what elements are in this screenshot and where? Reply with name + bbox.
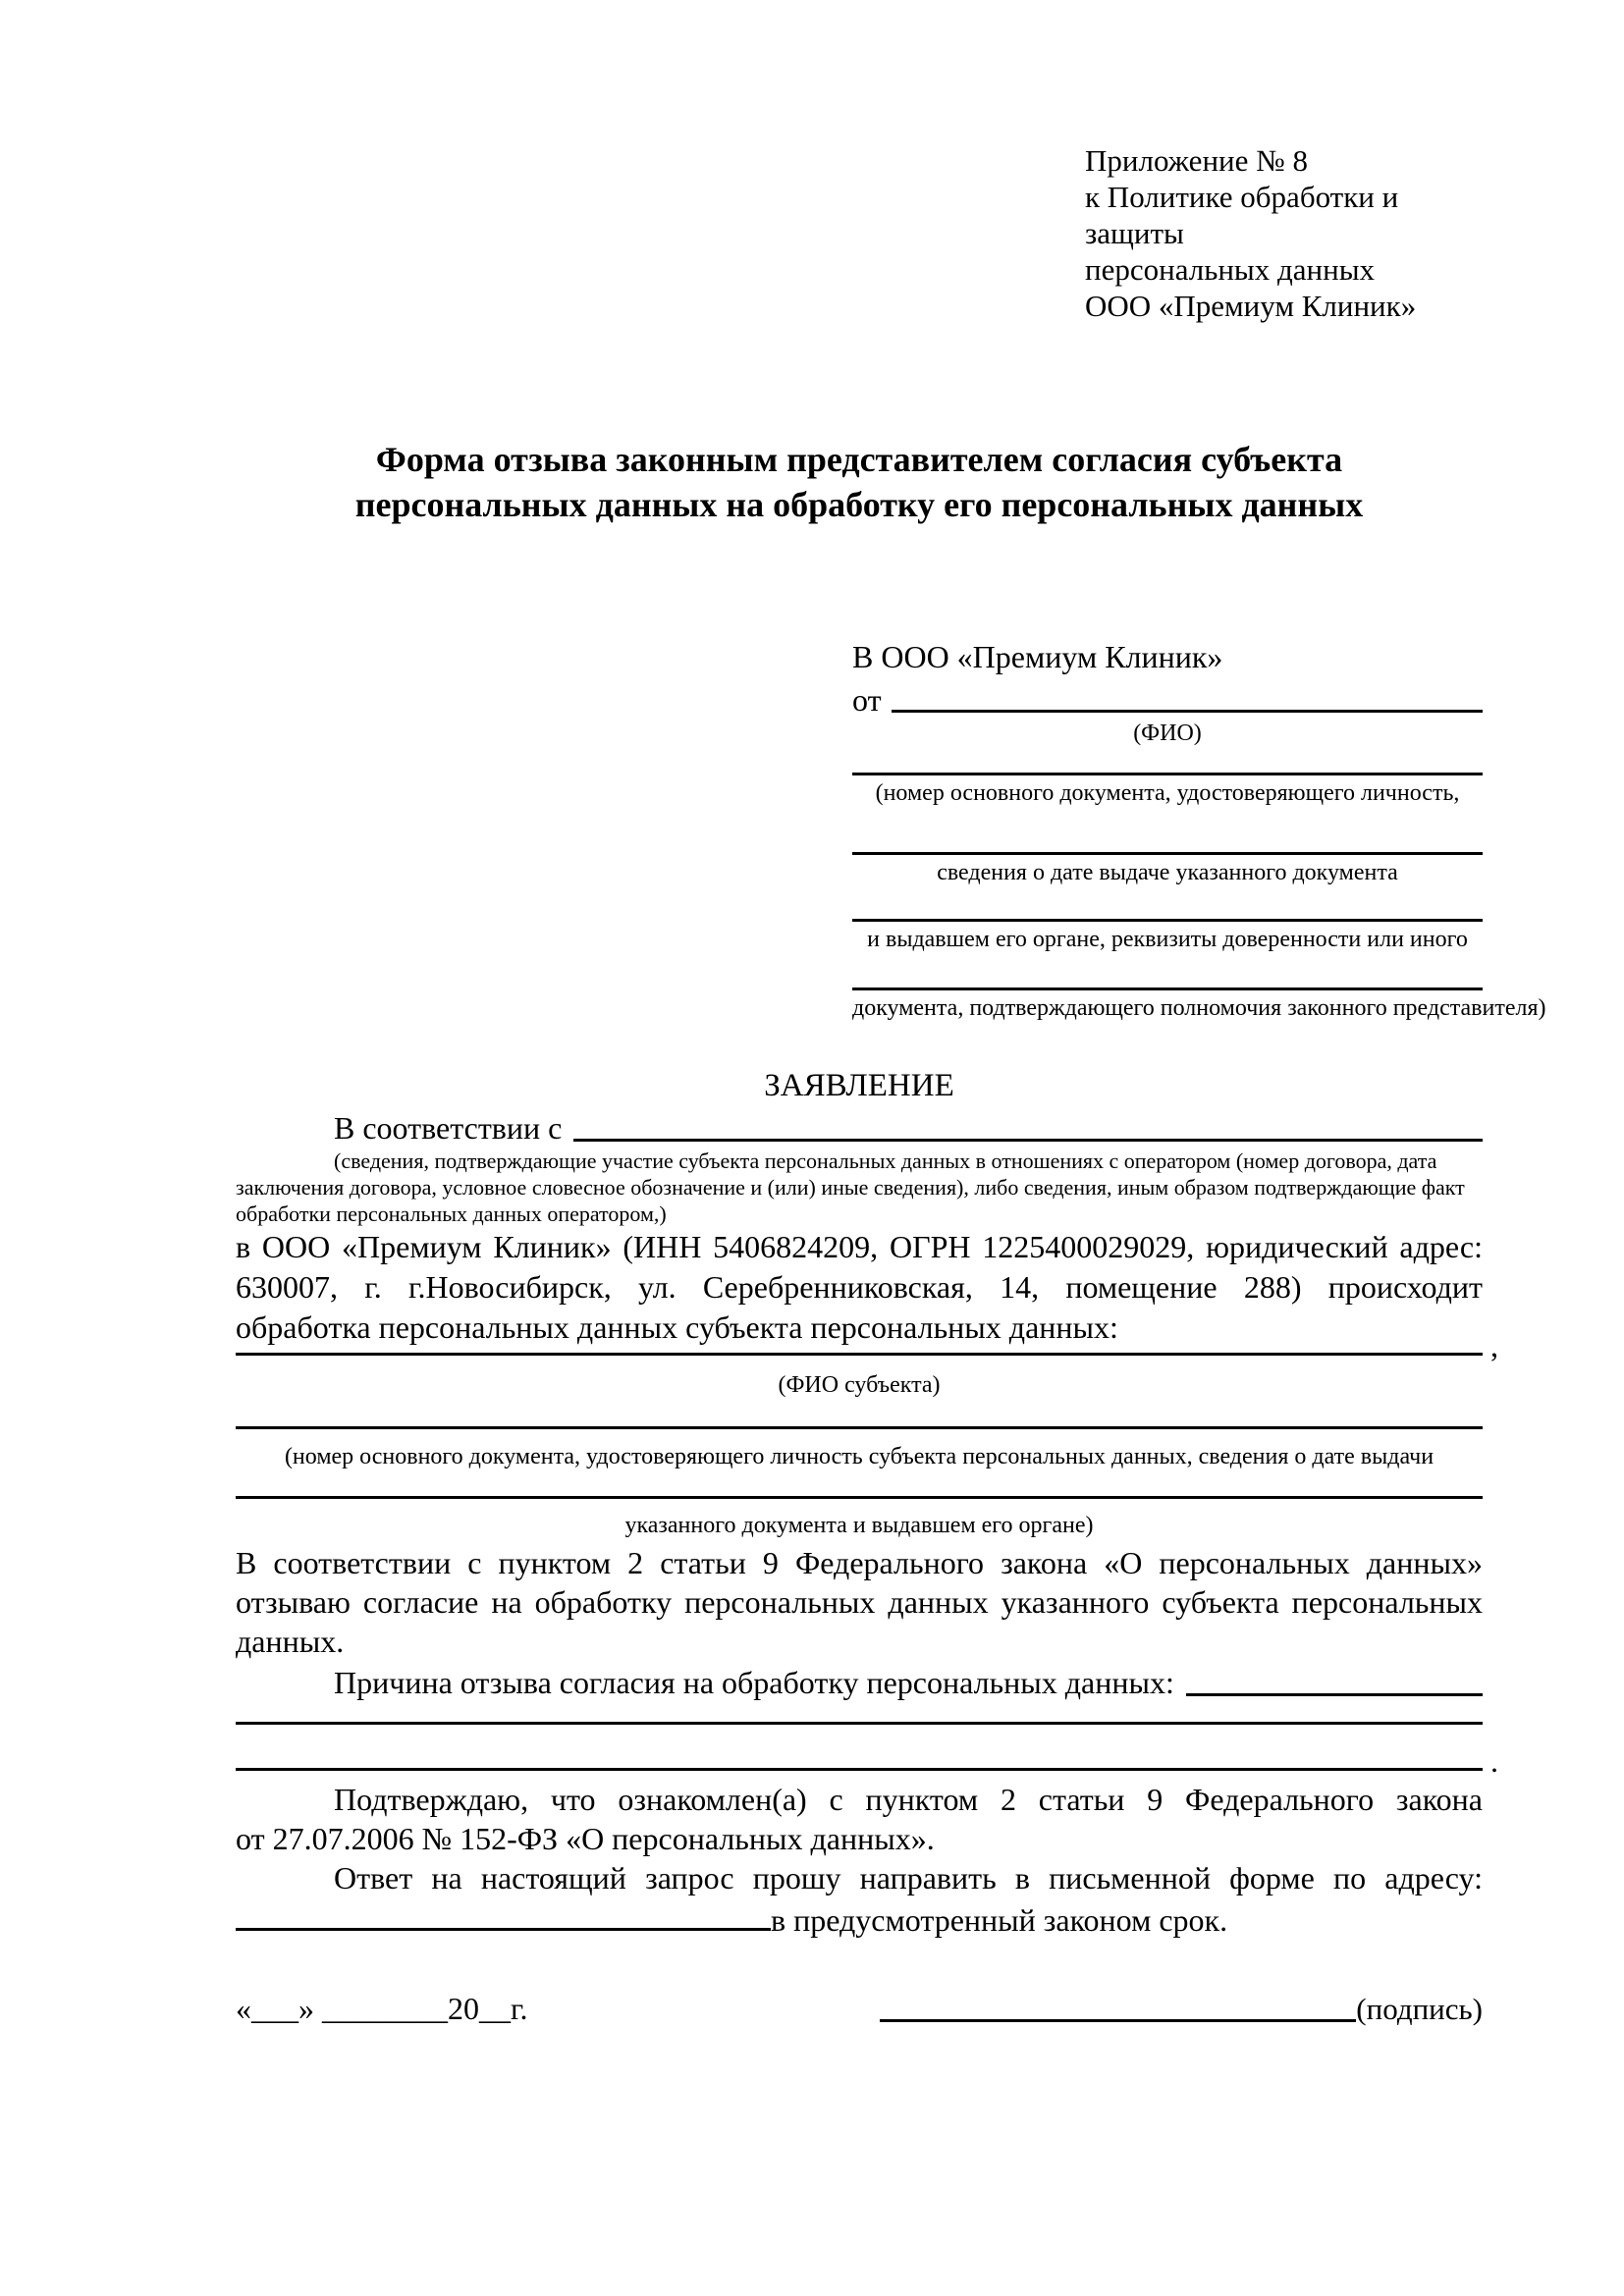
field-caption-issuer: и выдавшем его органе, реквизиты доверенности или иного xyxy=(867,927,1468,952)
blank-field-line xyxy=(852,919,1483,922)
smallprint-line: (сведения, подтверждающие участие субъекта персональных данных в отношениях с оператором (номер договора, дата xyxy=(334,1148,1437,1173)
smallprint-line: заключения договора, условное словесное обозначение и (или) иные сведения), либо сведения, иным образом подтверждающие факт xyxy=(236,1175,1465,1200)
operator-paragraph xyxy=(236,1227,1483,1348)
withdraw-paragraph-line: В соответствии с пунктом 2 статьи 9 Федерального закона «О персональных данных» xyxy=(236,1545,1483,1580)
blank-field-line xyxy=(852,773,1483,775)
signature-group xyxy=(880,1990,1483,2029)
blank-field-line xyxy=(852,852,1483,855)
reply-address-row xyxy=(236,1897,1483,1941)
address-blank-line xyxy=(236,1897,771,1931)
fio-blank-line xyxy=(892,710,1483,713)
reason-blank-line xyxy=(1186,1693,1483,1696)
title-line: Форма отзыва законным представителем согласия субъекта xyxy=(375,440,1343,479)
according-row xyxy=(236,1104,1483,1148)
subject-doc-blank-line xyxy=(236,1426,1483,1429)
confirm-paragraph-line: от 27.07.2006 № 152-ФЗ «О персональных данных». xyxy=(236,1821,935,1856)
smallprint-line: обработки персональных данных оператором,) xyxy=(236,1201,667,1226)
reply-paragraph-line: Ответ на настоящий запрос прошу направить в письменной форме по адресу: xyxy=(334,1860,1483,1896)
title-line: персональных данных на обработку его персональных данных xyxy=(354,485,1364,524)
reason-blank-line-3 xyxy=(236,1743,1498,1779)
statement-heading: ЗАЯВЛЕНИЕ xyxy=(764,1068,954,1103)
addressee-to: В ООО «Премиум Клиник» xyxy=(852,639,1223,674)
reason-blank-line-2 xyxy=(236,1722,1483,1725)
addressee-block xyxy=(852,637,1546,1022)
appendix-line: Приложение № 8 xyxy=(1085,143,1308,178)
trailing-comma: , xyxy=(1490,1328,1498,1363)
operator-paragraph-line: 630007, г. г.Новосибирск, ул. Серебренниковская, 14, помещение 288) происходит xyxy=(236,1269,1483,1305)
document-content xyxy=(236,142,1546,2029)
reply-suffix: в предусмотренный законом срок. xyxy=(771,1902,1228,1938)
date-blank: «___» ________20__г. xyxy=(236,1991,528,2026)
according-label: В соответствии с xyxy=(334,1110,563,1146)
blank-field-line xyxy=(852,988,1483,990)
signature-footer xyxy=(236,1988,1483,2029)
addressee-from-row xyxy=(852,676,1483,720)
from-label: от xyxy=(852,682,882,718)
document-title xyxy=(236,437,1483,527)
operator-paragraph-line: обработка персональных данных субъекта персональных данных: xyxy=(236,1309,1118,1345)
signature-caption: (подпись) xyxy=(1356,1992,1483,2026)
field-caption-issue-date: сведения о дате выдаче указанного документа xyxy=(937,860,1398,885)
trailing-period: . xyxy=(1490,1743,1498,1779)
according-blank-line xyxy=(573,1139,1483,1142)
appendix-line: ООО «Премиум Клиник» xyxy=(1085,289,1417,323)
withdraw-paragraph xyxy=(236,1543,1483,1661)
reason-label: Причина отзыва согласия на обработку персональных данных: xyxy=(334,1665,1174,1700)
reason-row xyxy=(236,1661,1483,1702)
operator-paragraph-line: в ООО «Премиум Клиник» (ИНН 5406824209, ОГРН 1225400029029, юридический адрес: xyxy=(236,1229,1483,1264)
subject-doc-blank-line xyxy=(236,1496,1483,1499)
smallprint-note xyxy=(236,1148,1483,1227)
subject-doc-caption: указанного документа и выдавшем его органе) xyxy=(624,1513,1094,1538)
field-caption-authority-doc: документа, подтверждающего полномочия законного представителя) xyxy=(852,995,1546,1021)
subject-fio-caption: (ФИО субъекта) xyxy=(778,1372,941,1398)
signature-blank-line xyxy=(880,2019,1356,2022)
field-caption-fio: (ФИО) xyxy=(1133,721,1202,746)
appendix-block xyxy=(1085,142,1483,324)
confirm-paragraph xyxy=(236,1780,1483,1858)
withdraw-paragraph-line: отзываю согласие на обработку персональных данных указанного субъекта персональных xyxy=(236,1584,1483,1620)
confirm-paragraph-line: Подтверждаю, что ознакомлен(а) с пунктом 2 статьи 9 Федерального закона xyxy=(334,1782,1483,1817)
appendix-line: персональных данных xyxy=(1085,252,1376,287)
appendix-line: к Политике обработки и защиты xyxy=(1085,180,1399,250)
withdraw-paragraph-line: данных. xyxy=(236,1624,345,1659)
field-caption-doc-number: (номер основного документа, удостоверяющего личность, xyxy=(875,780,1460,806)
subject-doc-caption: (номер основного документа, удостоверяющего личность субъекта персональных данных, сведения о дате выдачи xyxy=(284,1444,1435,1469)
subject-fio-blank-line xyxy=(236,1328,1498,1363)
